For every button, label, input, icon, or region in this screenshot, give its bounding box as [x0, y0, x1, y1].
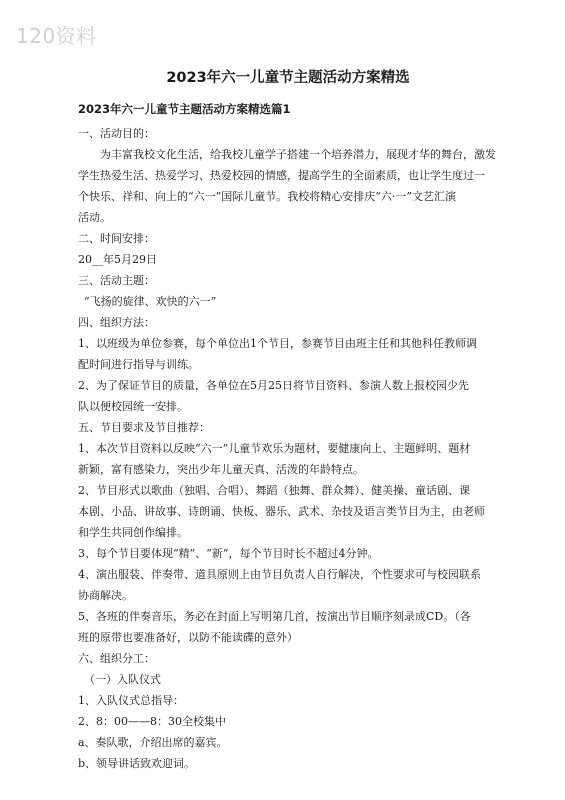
paragraph-line: 个快乐、祥和、向上的“六一”国际儿童节。我校将精心安排庆“六·一”文艺汇演: [78, 190, 456, 203]
list-item: b、领导讲话致欢迎词。: [78, 757, 196, 770]
paragraph-line: 2、节目形式以歌曲（独唱、合唱）、舞蹈（独舞、群众舞）、健美操、童话剧、课: [78, 484, 470, 497]
heading-requirements: 五、节目要求及节目推荐：: [78, 421, 210, 434]
paragraph-line: 活动。: [78, 211, 111, 224]
list-item: 2、8：00——8：30全校集中: [78, 715, 226, 728]
document-title: 2023年六一儿童节主题活动方案精选: [166, 70, 410, 86]
paragraph-line: 1、以班级为单位参赛，每个单位出1个节目，参赛节目由班主任和其他科任教师调: [78, 337, 477, 350]
paragraph-line: 协商解决。: [78, 589, 133, 602]
heading-organization: 四、组织方法：: [78, 316, 155, 329]
paragraph-line: 4、演出服装、伴奏带、道具原则上由节目负责人自行解决，个性要求可与校园联系: [78, 568, 481, 581]
paragraph-line: 本剧、小品、讲故事、诗朗诵、快板、器乐、武术、杂技及语言类节目为主，由老师: [78, 505, 485, 518]
list-item: 1、入队仪式总指导：: [78, 694, 184, 707]
paragraph-line: “飞扬的旋律、欢快的六一”: [84, 295, 217, 308]
watermark-text: 120资料: [16, 24, 97, 48]
heading-division: 六、组织分工：: [78, 652, 155, 665]
list-item: a、奏队歌，介绍出席的嘉宾。: [78, 736, 228, 749]
paragraph-line: 1、本次节目资料以反映“六一”儿童节欢乐为题材，要健康向上、主题鲜明、题材: [78, 442, 471, 455]
paragraph-line: 班的原带也要准备好，以防不能读碟的意外）: [78, 631, 298, 644]
paragraph-line: 和学生共同创作编排。: [78, 526, 188, 539]
heading-purpose: 一、活动目的：: [78, 127, 155, 140]
paragraph-line: 队以便校园统一安排。: [78, 400, 188, 413]
paragraph-line: 学生热爱生活、热爱学习、热爱校园的情感，提高学生的全面素质，也让学生度过一: [78, 169, 485, 182]
paragraph-line: 5、各班的伴奏音乐，务必在封面上写明第几首，按演出节目顺序刻录成CD。（各: [78, 610, 471, 623]
heading-time: 二、时间安排：: [78, 232, 155, 245]
paragraph-line: 3、每个节目要体现“精”、“新”，每个节目时长不超过4分钟。: [78, 547, 379, 560]
paragraph-line: 20__年5月29日: [78, 253, 157, 266]
document-page: [78, 68, 498, 774]
section-heading: 2023年六一儿童节主题活动方案精选篇1: [78, 102, 291, 116]
subheading-ceremony: （一）入队仪式: [84, 673, 161, 686]
paragraph-line: 新颖，富有感染力，突出少年儿童天真、活泼的年龄特点。: [78, 463, 364, 476]
heading-theme: 三、活动主题：: [78, 274, 155, 287]
paragraph-line: 为丰富我校文化生活，给我校儿童学子搭建一个培养潜力，展现才华的舞台，激发: [100, 148, 496, 161]
document-body: [78, 123, 498, 774]
paragraph-line: 2、为了保证节目的质量，各单位在5月25日将节目资料、参演人数上报校园少先: [78, 379, 469, 392]
paragraph-line: 配时间进行指导与训练。: [78, 358, 199, 371]
